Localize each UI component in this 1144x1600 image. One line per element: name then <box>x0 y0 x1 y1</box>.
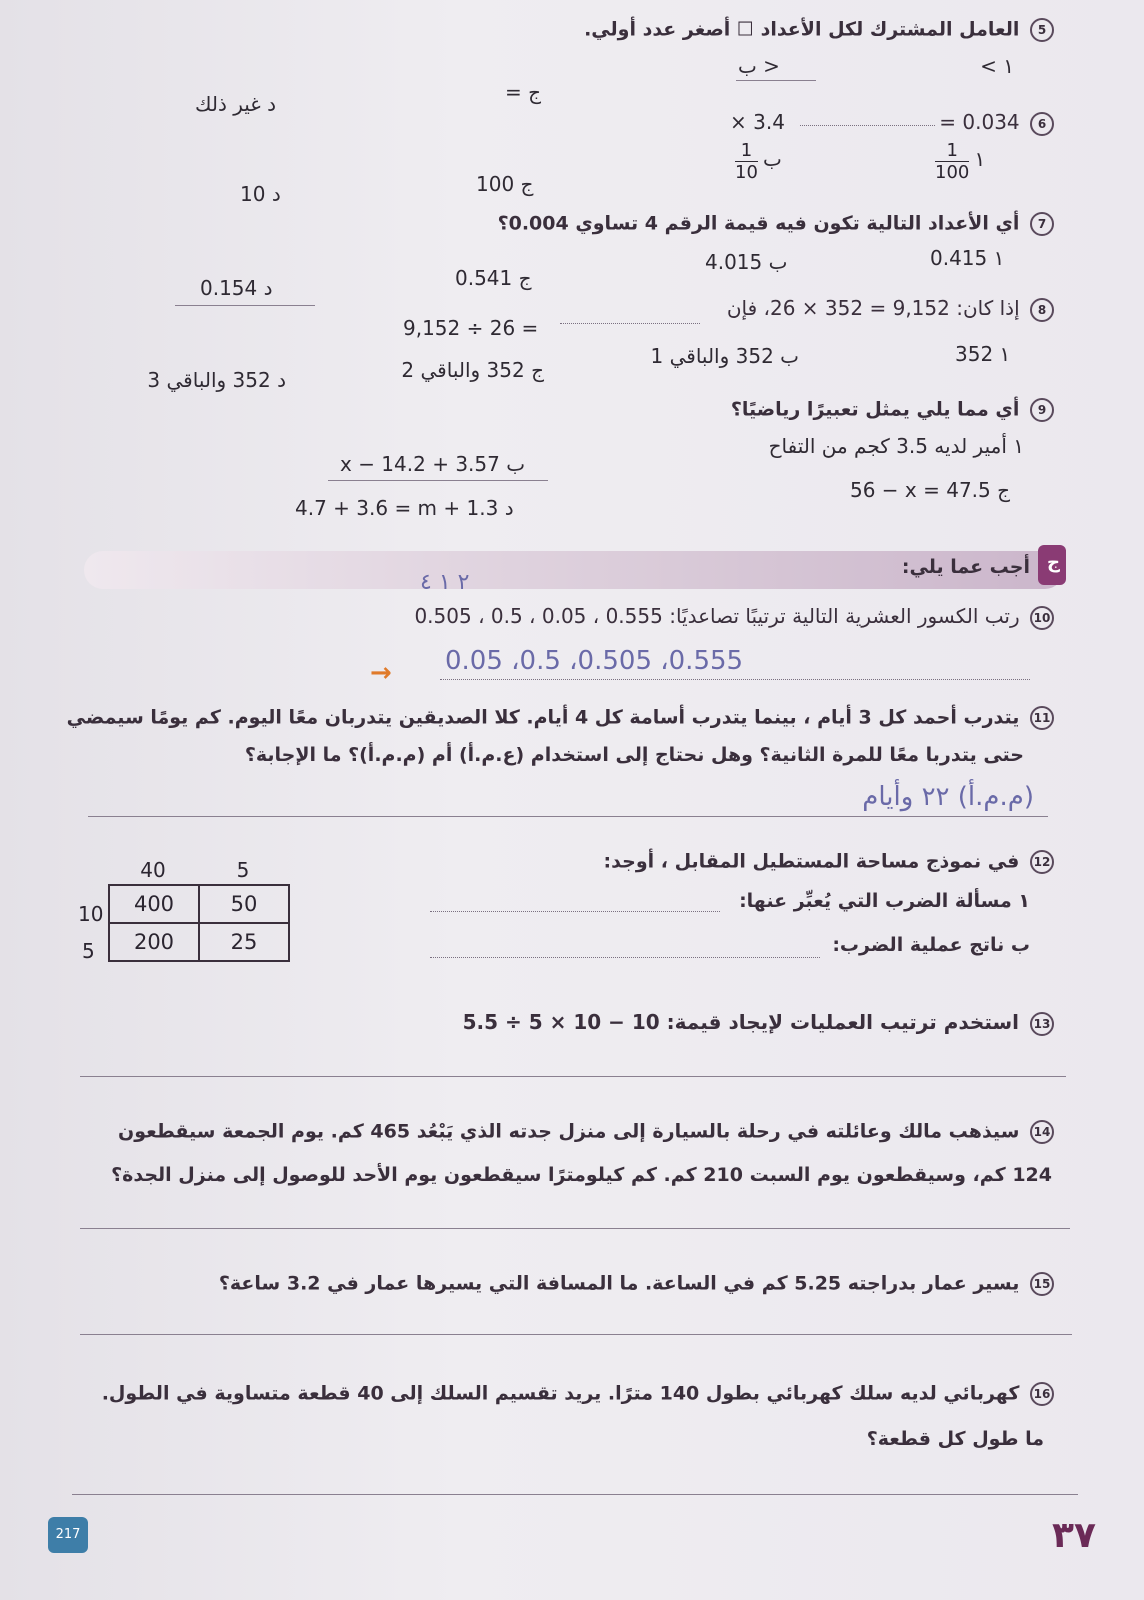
section-title: أجب عما يلي: <box>901 556 1030 578</box>
option-a: 352 ١ <box>955 342 1011 366</box>
arrow-icon: → <box>370 658 392 688</box>
question-text: العامل المشترك لكل الأعداد ☐ أصغر عدد أولي. <box>584 18 1020 41</box>
row-label: 5 <box>82 939 95 963</box>
question-number: 13 <box>1030 1012 1054 1036</box>
grid-cell: 50 <box>199 885 289 923</box>
option-d: 0.154 د <box>200 276 273 300</box>
question-number: 14 <box>1030 1120 1054 1144</box>
handwritten-ranks: ٢ ١ ٤ <box>420 570 470 595</box>
grid-cell: 400 <box>109 885 199 923</box>
option-a: $\frac{1}{100}$ ١ <box>935 140 986 183</box>
question-number: 8 <box>1030 298 1054 322</box>
option-c: 0.541 ج <box>455 266 532 290</box>
part-a: ١ مسألة الضرب التي يُعبِّر عنها: <box>739 890 1030 912</box>
area-grid <box>108 884 290 962</box>
question-text: في نموذج مساحة المستطيل المقابل ، أوجد: <box>603 850 1020 873</box>
handwritten-answer: 0.05 ،0.5 ،0.505 ،0.555 <box>445 646 744 676</box>
option-a: < ١ <box>980 54 1014 78</box>
question-text: إذا كان: 9,152 = 352 × 26، فإن <box>726 296 1020 320</box>
question-11 <box>67 706 1054 730</box>
question-text-line2: ما طول كل قطعة؟ <box>866 1428 1044 1450</box>
question-text-line2: 124 كم، وسيقطعون يوم السبت 210 كم. كم كيلومترًا سيقطعون يوم الأحد للوصول إلى منزل الجدة؟ <box>111 1164 1052 1186</box>
option-b: ب > <box>738 54 780 78</box>
question-7 <box>498 212 1054 236</box>
question-8 <box>727 296 1054 322</box>
column-label: 40 <box>140 858 166 882</box>
option-b: $\frac{1}{10}$ ب <box>735 140 782 183</box>
option-d: د 352 والباقي 3 <box>147 368 286 392</box>
question-number: 6 <box>1030 112 1054 136</box>
option-a: ١ أمير لديه 3.5 كجم من التفاح <box>768 434 1024 458</box>
question-number: 9 <box>1030 398 1054 422</box>
question-text-line1: يتدرب أحمد كل 3 أيام ، بينما يتدرب أسامة كل 4 أيام. كلا الصديقين يتدربان معًا اليوم. كم يومًا سيمضي <box>66 706 1020 729</box>
option-b: x − 14.2 + 3.57 ب <box>340 452 526 476</box>
question-text-line1: سيذهب مالك وعائلته في رحلة بالسيارة إلى منزل جدته الذي يَبْعُد 465 كم. يوم الجمعة سيقطعون <box>118 1120 1020 1143</box>
equation: = 0.034 <box>939 110 1020 134</box>
question-14 <box>118 1120 1054 1144</box>
question-15 <box>219 1272 1054 1296</box>
question-9 <box>731 398 1054 422</box>
grid-cell: 200 <box>109 923 199 961</box>
question-number: 7 <box>1030 212 1054 236</box>
area-model <box>78 858 290 962</box>
question-12 <box>604 850 1054 874</box>
question-text-line2: حتى يتدربا معًا للمرة الثانية؟ وهل نحتاج إلى استخدام (ع.م.أ) أم (م.م.أ)؟ ما الإجابة؟ <box>244 744 1024 766</box>
option-b: 4.015 ب <box>705 250 788 274</box>
question-number: 10 <box>1030 606 1054 630</box>
question-text: استخدم ترتيب العمليات لإيجاد قيمة: 10 − 10 × 5 ÷ 5.5 <box>462 1010 1020 1034</box>
option-c: 56 − x = 47.5 ج <box>850 478 1011 502</box>
question-6 <box>939 110 1054 136</box>
part-b: ب ناتج عملية الضرب: <box>832 934 1030 956</box>
option-d: 4.7 + 3.6 = m + 1.3 د <box>295 496 514 520</box>
option-a: 0.415 ١ <box>930 246 1005 270</box>
option-b: ب 352 والباقي 1 <box>650 344 799 368</box>
question-number: 11 <box>1030 706 1054 730</box>
handwritten-answer: (م.م.أ) ٢٢ وأيام <box>862 782 1034 812</box>
page-number: 217 <box>48 1517 88 1553</box>
option-c: 100 ج <box>476 172 534 196</box>
option-c: ج 352 والباقي 2 <box>401 358 544 382</box>
corner-mark: ٣٧ <box>1052 1515 1096 1556</box>
column-label: 5 <box>236 858 250 882</box>
question-number: 15 <box>1030 1272 1054 1296</box>
question-16 <box>102 1382 1054 1406</box>
grid-cell: 25 <box>199 923 289 961</box>
question-text-line1: كهربائي لديه سلك كهربائي بطول 140 مترًا. يريد تقسيم السلك إلى 40 قطعة متساوية في الطول. <box>101 1382 1020 1405</box>
question-text: أي الأعداد التالية تكون فيه قيمة الرقم 4 تساوي 0.004؟ <box>497 212 1020 235</box>
expression: 9,152 ÷ 26 = <box>403 316 539 340</box>
question-number: 12 <box>1030 850 1054 874</box>
section-badge-label: ج <box>1047 552 1060 573</box>
question-text: يسير عمار بدراجته 5.25 كم في الساعة. ما المسافة التي يسيرها عمار في 3.2 ساعة؟ <box>218 1272 1020 1295</box>
row-label: 10 <box>78 902 104 926</box>
option-c: = ج <box>505 80 542 104</box>
question-text: رتب الكسور العشرية التالية ترتيبًا تصاعديًا: 0.555 ، 0.05 ، 0.5 ، 0.505 <box>414 604 1020 628</box>
question-number: 5 <box>1030 18 1054 42</box>
question-number: 16 <box>1030 1382 1054 1406</box>
question-13 <box>463 1010 1054 1036</box>
question-10 <box>414 604 1054 630</box>
equation-rhs: × 3.4 <box>730 110 785 134</box>
option-d: 10 د <box>240 182 281 206</box>
question-text: أي مما يلي يمثل تعبيرًا رياضيًا؟ <box>730 398 1020 421</box>
question-5 <box>584 18 1054 42</box>
option-d: د غير ذلك <box>195 92 277 116</box>
